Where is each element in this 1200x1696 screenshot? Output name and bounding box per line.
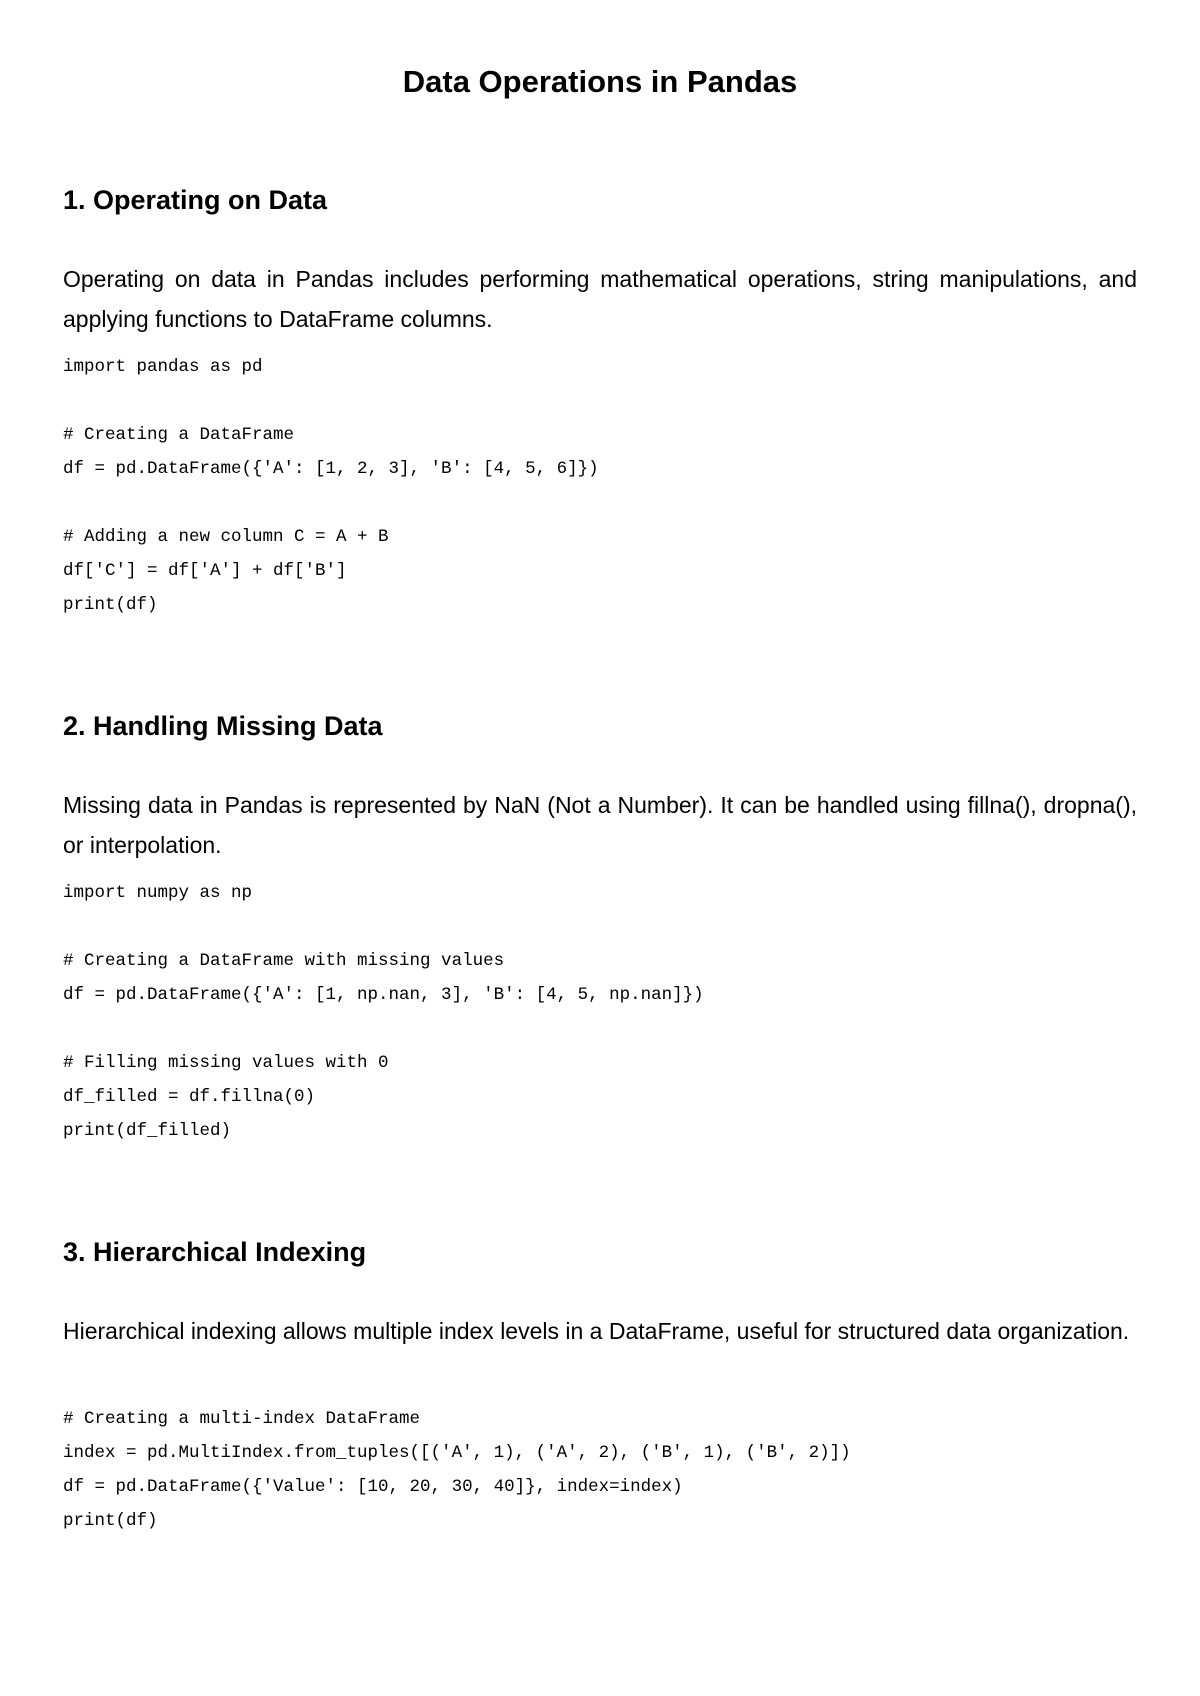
code-line <box>63 486 1137 520</box>
code-line: index = pd.MultiIndex.from_tuples([('A', 1), ('A', 2), ('B', 1), ('B', 2)]) <box>63 1443 851 1463</box>
code-line: import numpy as np <box>63 883 253 903</box>
code-line <box>63 1012 1137 1046</box>
section-paragraph: Operating on data in Pandas includes performing mathematical operations, string manipulations, and applying functions to DataFrame columns. <box>63 266 1137 332</box>
page-title: Data Operations in Pandas <box>402 64 798 99</box>
code-block <box>63 350 1137 622</box>
section-paragraph: Hierarchical indexing allows multiple index levels in a DataFrame, useful for structured data organization. <box>63 1318 1130 1344</box>
section-hierarchical-indexing <box>63 1235 1137 1531</box>
code-line: # Adding a new column C = A + B <box>63 527 389 547</box>
code-line <box>63 910 1137 944</box>
code-line <box>63 384 1137 418</box>
section-operating-on-data <box>63 183 1137 615</box>
code-line: print(df_filled) <box>63 1121 232 1141</box>
code-line: df = pd.DataFrame({'A': [1, np.nan, 3], 'B': [4, 5, np.nan]}) <box>63 985 704 1005</box>
section-heading: 1. Operating on Data <box>63 185 328 215</box>
code-line: df = pd.DataFrame({'Value': [10, 20, 30, 40]}, index=index) <box>63 1477 683 1497</box>
code-line: # Creating a DataFrame with missing values <box>63 951 505 971</box>
section-handling-missing-data <box>63 709 1137 1141</box>
section-heading: 3. Hierarchical Indexing <box>63 1237 367 1267</box>
code-line: # Creating a DataFrame <box>63 425 295 445</box>
code-line: import pandas as pd <box>63 357 263 377</box>
code-line: df = pd.DataFrame({'A': [1, 2, 3], 'B': [4, 5, 6]}) <box>63 459 599 479</box>
code-line: df['C'] = df['A'] + df['B'] <box>63 561 347 581</box>
section-heading: 2. Handling Missing Data <box>63 711 383 741</box>
code-line: # Filling missing values with 0 <box>63 1053 389 1073</box>
section-paragraph: Missing data in Pandas is represented by NaN (Not a Number). It can be handled using fillna(), dropna(), or interpolation. <box>63 792 1137 858</box>
code-block <box>63 1402 1137 1538</box>
code-line: print(df) <box>63 1511 158 1531</box>
code-block <box>63 876 1137 1148</box>
code-line: # Creating a multi-index DataFrame <box>63 1409 421 1429</box>
code-line: df_filled = df.fillna(0) <box>63 1087 316 1107</box>
code-line: print(df) <box>63 595 158 615</box>
